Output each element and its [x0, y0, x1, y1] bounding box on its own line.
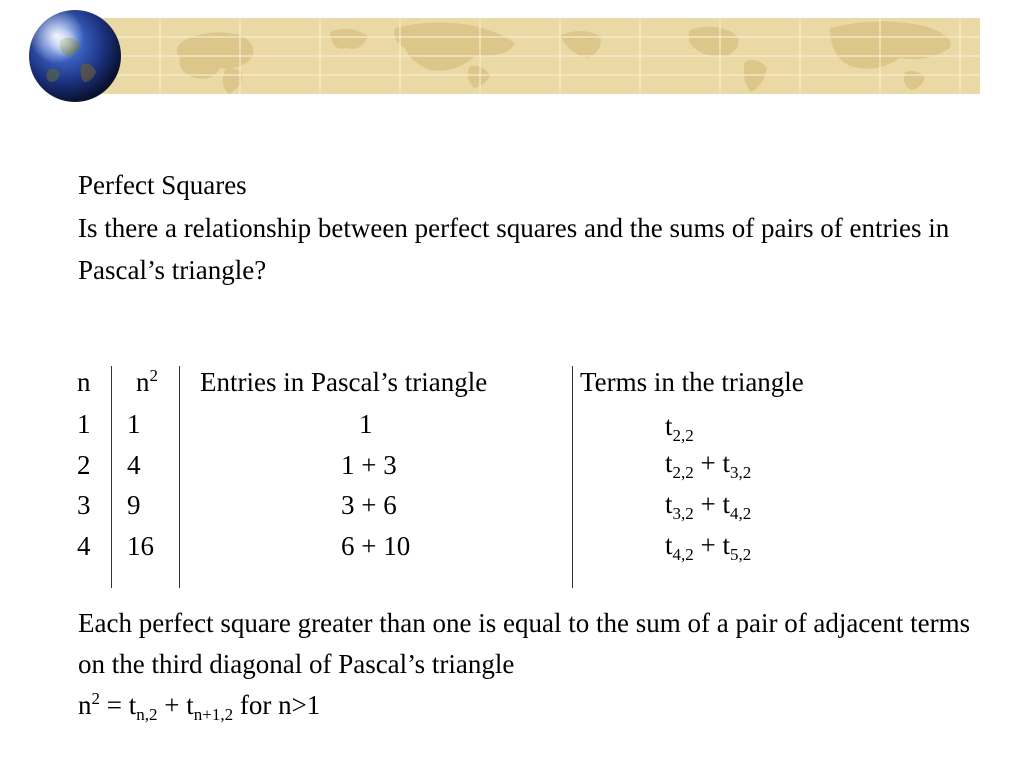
header-n: n: [77, 367, 91, 397]
table-divider: [111, 366, 112, 588]
row-4-entries: 6 + 10: [341, 531, 411, 561]
header-n-squared-base: n: [136, 367, 150, 397]
term-sub: 4,2: [672, 545, 694, 564]
formula-plus: +: [157, 690, 187, 720]
term-t: t: [665, 489, 673, 519]
row-3-terms: [665, 488, 752, 523]
term-t: t: [722, 489, 731, 519]
header-terms: Terms in the triangle: [580, 367, 804, 397]
row-1-n: 1: [77, 409, 91, 439]
formula-tail: for n>1: [233, 690, 321, 720]
row-4-terms: [665, 529, 752, 564]
term-sub: 2,2: [672, 463, 694, 482]
header-entries: Entries in Pascal’s triangle: [200, 367, 488, 397]
formula-base: n: [78, 690, 92, 720]
formula-t2-sub: n+1,2: [193, 705, 234, 724]
row-1-entries: 1: [359, 409, 373, 439]
row-2-square: 4: [127, 450, 141, 480]
term-t: t: [722, 530, 731, 560]
row-2-terms: [665, 447, 752, 482]
row-2-entries: 1 + 3: [341, 450, 397, 480]
term-t: t: [722, 448, 731, 478]
formula-t1: t: [128, 690, 137, 720]
term-t: t: [665, 530, 673, 560]
row-4-square: 16: [127, 531, 154, 561]
header-n-squared-exp: 2: [149, 366, 158, 385]
row-3-n: 3: [77, 490, 91, 520]
formula-eq: =: [100, 690, 129, 720]
row-1-square: 1: [127, 409, 141, 439]
term-t: t: [665, 448, 673, 478]
table-divider: [179, 366, 180, 588]
slide-title: Perfect Squares: [78, 170, 247, 200]
term-sub: 2,2: [672, 426, 694, 445]
slide-formula: [78, 686, 320, 724]
term-plus: +: [693, 489, 723, 519]
globe-icon: [29, 10, 121, 102]
slide-conclusion: Each perfect square greater than one is equal to the sum of a pair of adjacent terms on the third diagonal of Pascal’s triangle: [78, 608, 971, 679]
slide-question: Is there a relationship between perfect squares and the sums of pairs of entries in Pascal’s triangle?: [78, 213, 950, 285]
term-sub: 5,2: [730, 545, 752, 564]
table-divider: [572, 366, 573, 588]
row-2-n: 2: [77, 450, 91, 480]
formula-t2: t: [186, 690, 194, 720]
world-map-strip: [80, 18, 980, 94]
row-1-terms: [665, 410, 694, 445]
row-3-square: 9: [127, 490, 141, 520]
header-banner: [0, 0, 1024, 110]
formula-t1-sub: n,2: [136, 705, 158, 724]
term-sub: 3,2: [730, 463, 752, 482]
term-plus: +: [693, 448, 723, 478]
formula-exp: 2: [91, 689, 100, 708]
row-4-n: 4: [77, 531, 91, 561]
term-sub: 4,2: [730, 504, 752, 523]
header-n-squared: [136, 366, 158, 398]
term-plus: +: [693, 530, 723, 560]
term-t: t: [665, 411, 673, 441]
term-sub: 3,2: [672, 504, 694, 523]
row-3-entries: 3 + 6: [341, 490, 397, 520]
